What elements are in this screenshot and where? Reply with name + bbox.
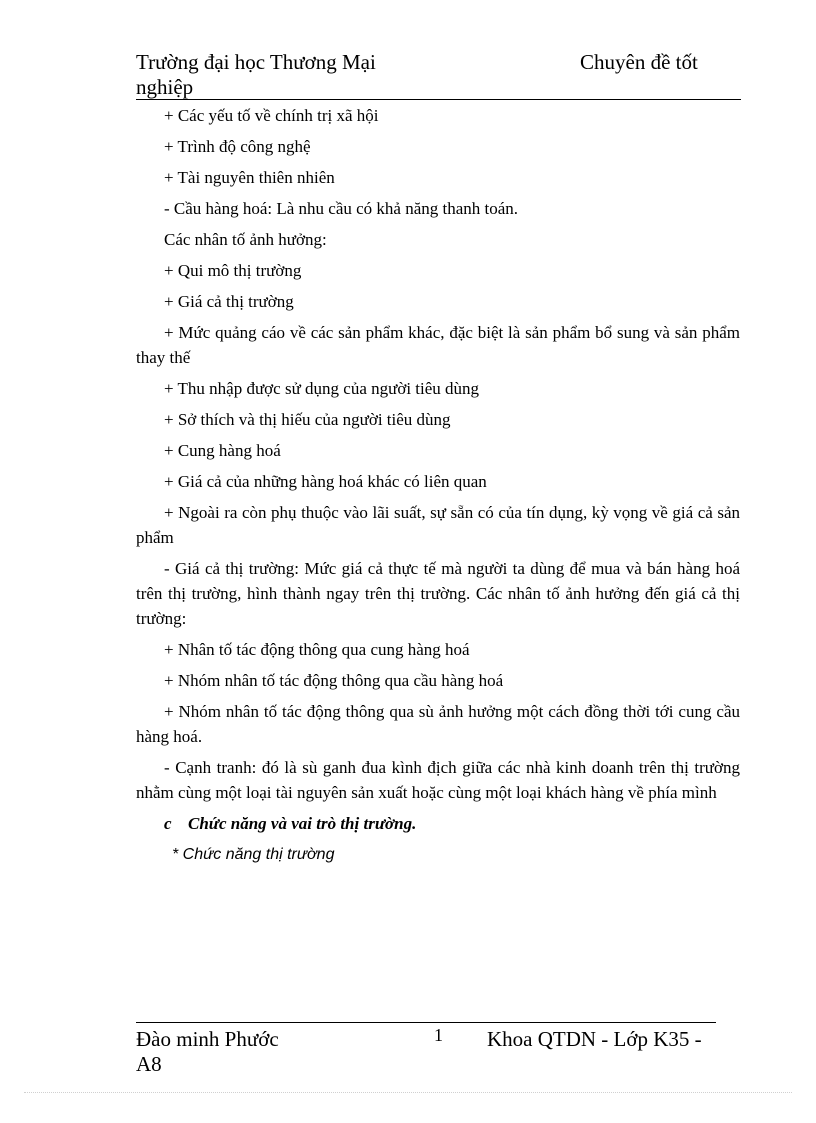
paragraph-supply-factors: + Nhân tố tác động thông qua cung hàng hoá	[164, 640, 470, 659]
paragraph-competition: - Cạnh tranh: đó là sù ganh đua kình địch giữa các nhà kinh doanh trên thị trường nhằm cùng một loại tài nguyên sản xuất hoặc cùng một loại khách hàng về phía mình	[136, 758, 740, 802]
footer-rule	[136, 1022, 716, 1023]
paragraph-technology-level: + Trình độ công nghệ	[164, 137, 311, 156]
page-number: 1	[434, 1025, 443, 1045]
paragraph-demand-factors: + Nhóm nhân tố tác động thông qua cầu hàng hoá	[164, 671, 504, 690]
header-document-type-continuation: nghiệp	[136, 75, 194, 99]
paragraph-consumer-income: + Thu nhập được sử dụng của người tiêu dùng	[164, 379, 480, 398]
paragraph-supply: + Cung hàng hoá	[164, 441, 281, 460]
paragraph-consumer-preferences: + Sở thích và thị hiếu của người tiêu dùng	[164, 410, 451, 429]
paragraph-influencing-factors: Các nhân tố ảnh hưởng:	[164, 230, 327, 249]
paragraph-market-size: + Qui mô thị trường	[164, 261, 302, 280]
document-body	[136, 103, 740, 873]
paragraph-combined-factors: + Nhóm nhân tố tác động thông qua sù ảnh hưởng một cách đồng thời tới cung cầu hàng hoá.	[136, 702, 740, 746]
section-heading-letter: c	[164, 814, 172, 833]
paragraph-related-goods-price: + Giá cả của những hàng hoá khác có liên quan	[164, 472, 487, 491]
paragraph-demand-definition: - Cầu hàng hoá: Là nhu cầu có khả năng thanh toán.	[164, 199, 519, 218]
footer-class-continuation: A8	[136, 1052, 162, 1076]
section-heading-title: Chức năng và vai trò thị trường.	[188, 814, 417, 833]
page-edge	[24, 1092, 792, 1093]
footer-author: Đào minh Phước	[136, 1027, 279, 1051]
paragraph-market-price-definition: - Giá cả thị trường: Mức giá cả thực tế mà người ta dùng để mua và bán hàng hoá trên thị trường, hình thành ngay trên thị trường. Các nhân tố ảnh hưởng đến giá cả thị trường:	[136, 559, 740, 628]
paragraph-advertising: + Mức quảng cáo về các sản phẩm khác, đặc biệt là sản phẩm bổ sung và sản phẩm thay thế	[136, 323, 740, 367]
header-rule	[136, 99, 741, 100]
paragraph-market-price: + Giá cả thị trường	[164, 292, 294, 311]
header-school-name: Trường đại học Thương Mại	[136, 50, 376, 74]
paragraph-political-factors: + Các yếu tố về chính trị xã hội	[164, 106, 379, 125]
section-heading	[136, 811, 740, 836]
paragraph-natural-resources: + Tài nguyên thiên nhiên	[164, 168, 335, 187]
footer-department: Khoa QTDN - Lớp K35 -	[487, 1027, 702, 1051]
paragraph-other-factors: + Ngoài ra còn phụ thuộc vào lãi suất, sự sẵn có của tín dụng, kỳ vọng về giá cả sản phẩm	[136, 503, 740, 547]
subheading-market-functions: * Chức năng thị trường	[172, 846, 335, 863]
header-document-type: Chuyên đề tốt	[580, 50, 698, 74]
